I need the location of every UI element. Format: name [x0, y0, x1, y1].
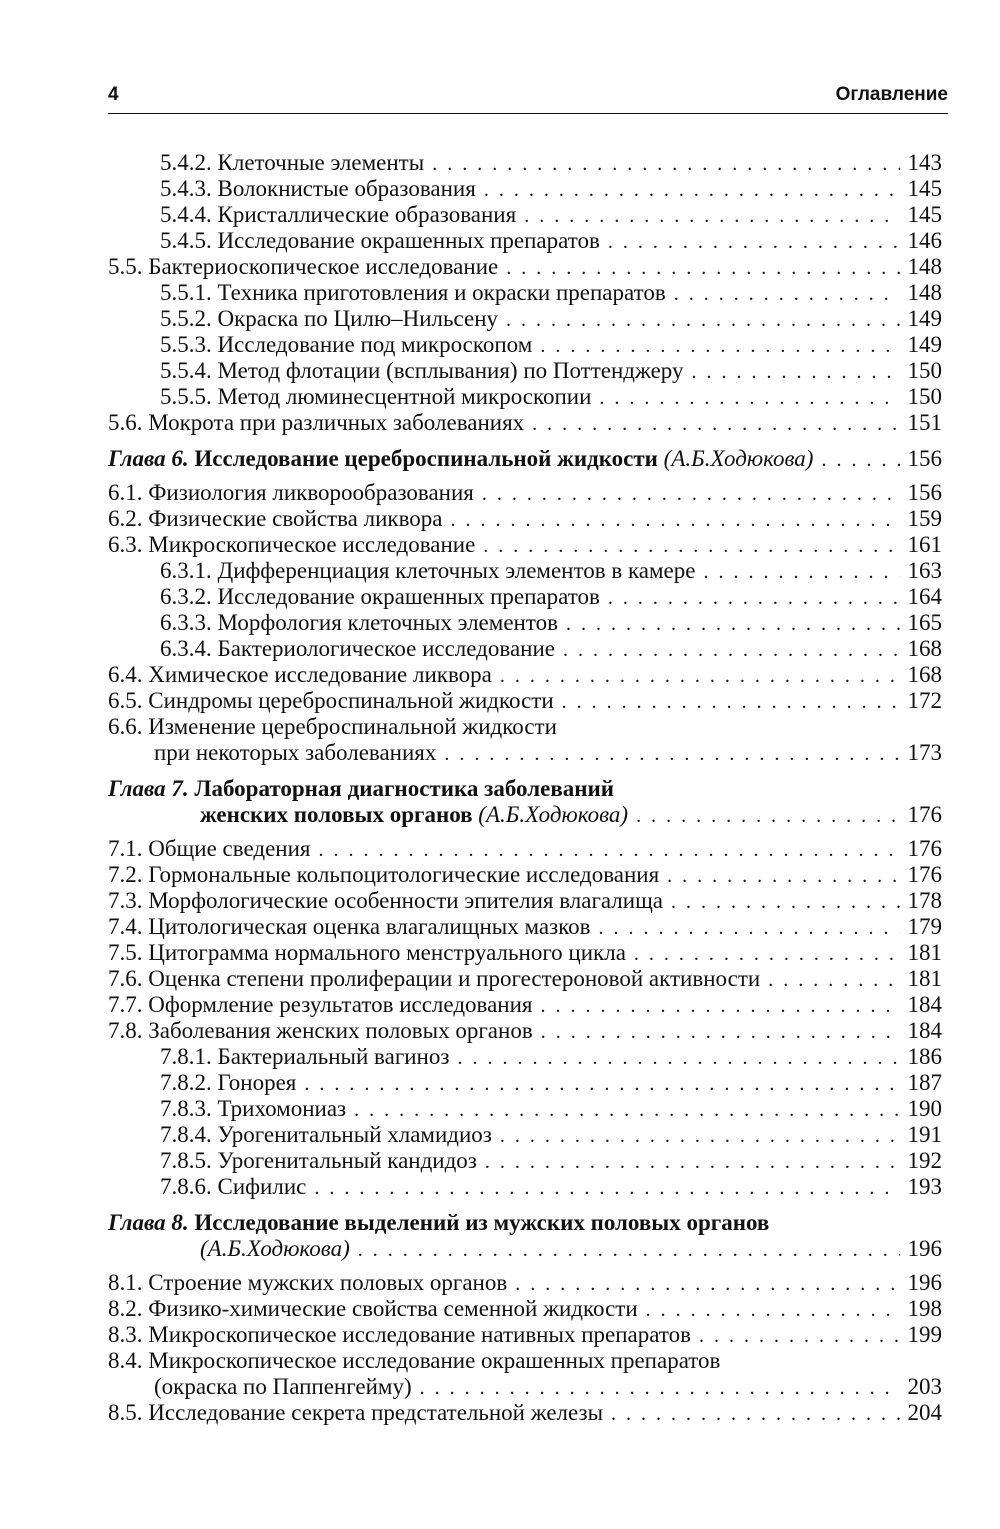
dot-leader	[608, 585, 900, 611]
entry-page: 179	[907, 914, 942, 939]
entry-page: 168	[907, 636, 942, 661]
dot-leader	[703, 559, 900, 585]
entry-number: 6.3.4.	[160, 636, 212, 661]
entry-number: 7.8.3.	[160, 1096, 212, 1121]
chapter-8-entries	[108, 1270, 942, 1348]
dot-leader	[611, 1401, 900, 1427]
entry-number: 8.1.	[108, 1270, 143, 1295]
dot-leader	[524, 203, 900, 229]
running-title: Оглавление	[835, 84, 948, 105]
dot-leader	[314, 1175, 900, 1201]
dot-leader	[608, 229, 900, 255]
dot-leader	[646, 1297, 900, 1323]
entry-title: Физико-химические свойства семенной жидкости	[148, 1296, 638, 1321]
dot-leader	[674, 281, 900, 307]
chapter-7-heading[interactable]	[108, 776, 942, 802]
dot-leader	[506, 307, 900, 333]
entry-page: 196	[907, 1270, 942, 1295]
entry-title: Бактериоскопическое исследование	[148, 254, 499, 279]
toc-entry[interactable]	[108, 862, 942, 888]
toc-entry[interactable]	[108, 306, 942, 332]
entry-title: Кристаллические образования	[217, 202, 517, 227]
entry-title: Окраска по Цилю–Нильсену	[217, 306, 499, 331]
chapter-label: Глава 8.	[108, 1210, 189, 1235]
dot-leader	[319, 837, 901, 863]
dot-leader	[599, 915, 900, 941]
dot-leader	[540, 333, 900, 359]
entry-number: 7.8.6.	[160, 1174, 212, 1199]
entry-number: 8.3.	[108, 1322, 143, 1347]
entry-page: 191	[907, 1122, 942, 1147]
toc-entry-8-4[interactable]	[108, 1348, 942, 1374]
toc-entry[interactable]	[108, 966, 942, 992]
running-head	[108, 84, 948, 112]
toc-entry[interactable]	[108, 480, 942, 506]
toc-entry[interactable]	[108, 254, 942, 280]
toc-entry[interactable]	[108, 662, 942, 688]
toc-entry[interactable]	[108, 1122, 942, 1148]
dot-leader	[562, 689, 900, 715]
entry-title: Дифференциация клеточных элементов в камере	[217, 558, 696, 583]
entry-title: Синдромы цереброспинальной жидкости	[148, 688, 554, 713]
dot-leader	[500, 1123, 900, 1149]
entry-page: 186	[907, 1044, 942, 1069]
dot-leader	[506, 255, 900, 281]
dot-leader	[482, 481, 900, 507]
entry-title: Заболевания женских половых органов	[148, 1018, 533, 1043]
dot-leader	[541, 1019, 900, 1045]
chapter-title: Исследование цереброспинальной жидкости	[194, 446, 658, 471]
chapter-7-heading-continuation[interactable]	[108, 802, 942, 828]
entry-number: 8.2.	[108, 1296, 143, 1321]
entry-number: 7.8.2.	[160, 1070, 212, 1095]
dot-leader	[540, 993, 900, 1019]
entry-number: 7.7.	[108, 992, 143, 1017]
toc-entry[interactable]	[108, 358, 942, 384]
entry-title: Трихомониаз	[217, 1096, 347, 1121]
entry-number: 5.4.5.	[160, 228, 212, 253]
entry-number: 8.4.	[108, 1348, 143, 1373]
entry-title: Сифилис	[217, 1174, 307, 1199]
toc-entry[interactable]	[108, 558, 942, 584]
entry-title: Волокнистые образования	[217, 176, 476, 201]
entry-title: Общие сведения	[148, 836, 311, 861]
chapter-page: 156	[907, 446, 942, 471]
entry-title: Строение мужских половых органов	[148, 1270, 508, 1295]
entry-number: 6.1.	[108, 480, 143, 505]
toc-entry-8-4-continuation[interactable]	[108, 1374, 942, 1400]
entry-page: 145	[907, 176, 942, 201]
toc-entry[interactable]	[108, 584, 942, 610]
entry-number: 7.1.	[108, 836, 143, 861]
dot-leader	[457, 1045, 900, 1071]
header-rule	[108, 113, 948, 114]
entry-number: 6.5.	[108, 688, 143, 713]
entry-title: Физические свойства ликвора	[148, 506, 443, 531]
entry-page: 148	[907, 280, 942, 305]
entry-title: Гормональные кольпоцитологические исследования	[148, 862, 660, 887]
entry-title: Исследование окрашенных препаратов	[217, 584, 600, 609]
entry-number: 6.4.	[108, 662, 143, 687]
entry-page: 151	[907, 410, 942, 435]
toc-entry[interactable]	[108, 888, 942, 914]
dot-leader	[667, 863, 900, 889]
chapter-page: 196	[907, 1236, 942, 1261]
entry-page: 172	[907, 688, 942, 713]
toc-entry[interactable]	[108, 332, 942, 358]
dot-leader	[599, 385, 900, 411]
toc-entry[interactable]	[108, 150, 942, 176]
entry-number: 6.3.2.	[160, 584, 212, 609]
dot-leader	[692, 359, 901, 385]
entry-page: 198	[907, 1296, 942, 1321]
chapter-author: (А.Б.Ходюкова)	[200, 1236, 350, 1261]
entry-page: 192	[907, 1148, 942, 1173]
entry-title: Клеточные элементы	[217, 150, 425, 175]
entry-number: 6.3.	[108, 532, 143, 557]
entry-number: 7.4.	[108, 914, 143, 939]
chapter-title-line1: Лабораторная диагностика заболеваний	[194, 776, 615, 801]
section-5-entries	[108, 150, 942, 436]
toc-entry[interactable]	[108, 202, 942, 228]
toc-entry[interactable]	[108, 228, 942, 254]
entry-number: 5.5.1.	[160, 280, 212, 305]
entry-page: 176	[907, 862, 942, 887]
toc-entry[interactable]	[108, 1044, 942, 1070]
toc-entry[interactable]	[108, 1148, 942, 1174]
toc-entry[interactable]	[108, 410, 942, 436]
dot-leader	[671, 889, 900, 915]
entry-title: Морфология клеточных элементов	[217, 610, 558, 635]
entry-title-line1: Микроскопическое исследование окрашенных препаратов	[148, 1348, 721, 1373]
entry-title: Исследование окрашенных препаратов	[217, 228, 600, 253]
dot-leader	[483, 533, 900, 559]
entry-number: 5.4.3.	[160, 176, 212, 201]
entry-number: 5.5.5.	[160, 384, 212, 409]
entry-page: 163	[907, 558, 942, 583]
toc-entry-6-6-continuation[interactable]	[108, 740, 942, 766]
entry-number: 7.8.4.	[160, 1122, 212, 1147]
entry-page: 176	[907, 836, 942, 861]
toc-entry[interactable]	[108, 610, 942, 636]
entry-number: 5.4.4.	[160, 202, 212, 227]
entry-page: 143	[907, 150, 942, 175]
toc-entry[interactable]	[108, 1270, 942, 1296]
entry-number: 6.3.1.	[160, 558, 212, 583]
entry-number: 5.5.2.	[160, 306, 212, 331]
entry-page: 181	[907, 966, 942, 991]
entry-title: Метод люминесцентной микроскопии	[217, 384, 592, 409]
entry-number: 5.5.	[108, 254, 143, 279]
entry-title: Микроскопическое исследование	[148, 532, 476, 557]
dot-leader	[636, 803, 900, 829]
entry-page: 168	[907, 662, 942, 687]
chapter-title-line2: женских половых органов	[200, 802, 473, 827]
entry-page: 164	[907, 584, 942, 609]
toc-entry[interactable]	[108, 688, 942, 714]
entry-page: 187	[907, 1070, 942, 1095]
chapter-page: 176	[907, 802, 942, 827]
dot-leader	[699, 1323, 900, 1349]
entry-page: 145	[907, 202, 942, 227]
entry-title-line1: Изменение цереброспинальной жидкости	[148, 714, 557, 739]
chapter-6-entries	[108, 480, 942, 714]
entry-page: 193	[907, 1174, 942, 1199]
entry-title: Физиология ликворообразования	[148, 480, 474, 505]
entry-page: 173	[907, 740, 942, 765]
dot-leader	[432, 151, 900, 177]
entry-page: 181	[907, 940, 942, 965]
toc-entry[interactable]	[108, 1096, 942, 1122]
entry-page: 199	[907, 1322, 942, 1347]
dot-leader	[420, 1375, 900, 1401]
dot-leader	[515, 1271, 900, 1297]
entry-title: Техника приготовления и окраски препаратов	[217, 280, 666, 305]
toc-entry[interactable]	[108, 532, 942, 558]
entry-page: 150	[907, 358, 942, 383]
dot-leader	[451, 507, 901, 533]
entry-number: 5.4.2.	[160, 150, 212, 175]
toc-entry[interactable]	[108, 836, 942, 862]
entry-title: Бактериальный вагиноз	[217, 1044, 450, 1069]
dot-leader	[566, 611, 900, 637]
dot-leader	[304, 1071, 900, 1097]
dot-leader	[500, 663, 900, 689]
entry-page: 204	[907, 1400, 942, 1425]
entry-page: 165	[907, 610, 942, 635]
dot-leader	[354, 1097, 900, 1123]
entry-page: 146	[907, 228, 942, 253]
toc-entry[interactable]	[108, 1296, 942, 1322]
chapter-8-heading-continuation[interactable]	[108, 1236, 942, 1262]
chapter-label: Глава 6.	[108, 446, 189, 471]
chapter-8-heading[interactable]	[108, 1210, 942, 1236]
entry-number: 8.5.	[108, 1400, 143, 1425]
dot-leader	[821, 447, 900, 473]
chapter-7-entries	[108, 836, 942, 1200]
entry-page: 203	[907, 1374, 942, 1399]
entry-title-line2: (окраска по Паппенгейму)	[154, 1374, 412, 1399]
entry-title: Гонорея	[217, 1070, 297, 1095]
entry-number: 6.2.	[108, 506, 143, 531]
dot-leader	[358, 1237, 900, 1263]
toc-entry[interactable]	[108, 1174, 942, 1200]
toc-entry[interactable]	[108, 384, 942, 410]
toc-entry[interactable]	[108, 940, 942, 966]
entry-title: Оценка степени пролиферации и прогестероновой активности	[148, 966, 761, 991]
entry-page: 148	[907, 254, 942, 279]
toc-entry-6-6[interactable]	[108, 714, 942, 740]
dot-leader	[634, 941, 900, 967]
dot-leader	[484, 177, 900, 203]
entry-number: 5.5.3.	[160, 332, 212, 357]
entry-page: 150	[907, 384, 942, 409]
page-number: 4	[108, 84, 119, 105]
entry-title: Метод флотации (всплывания) по Поттенджеру	[217, 358, 684, 383]
entry-page: 178	[907, 888, 942, 913]
toc-entry-8-5[interactable]	[108, 1400, 942, 1426]
entry-title-line2: при некоторых заболеваниях	[154, 740, 437, 765]
entry-title: Цитологическая оценка влагалищных мазков	[148, 914, 591, 939]
entry-page: 159	[907, 506, 942, 531]
chapter-author: (А.Б.Ходюкова)	[663, 446, 814, 471]
entry-title: Микроскопическое исследование нативных препаратов	[148, 1322, 691, 1347]
entry-title: Химическое исследование ликвора	[148, 662, 492, 687]
toc-entry[interactable]	[108, 1322, 942, 1348]
toc-entry[interactable]	[108, 1018, 942, 1044]
entry-number: 6.6.	[108, 714, 143, 739]
entry-title: Мокрота при различных заболеваниях	[148, 410, 525, 435]
entry-title: Урогенитальный хламидиоз	[217, 1122, 492, 1147]
entry-title: Исследование секрета предстательной железы	[148, 1400, 604, 1425]
entry-page: 156	[907, 480, 942, 505]
entry-title: Урогенитальный кандидоз	[217, 1148, 477, 1173]
dot-leader	[444, 741, 900, 767]
entry-title: Бактериологическое исследование	[217, 636, 555, 661]
entry-page: 184	[907, 1018, 942, 1043]
dot-leader	[532, 411, 900, 437]
entry-title: Оформление результатов исследования	[148, 992, 533, 1017]
entry-page: 184	[907, 992, 942, 1017]
chapter-author: (А.Б.Ходюкова)	[478, 802, 629, 827]
entry-title: Исследование под микроскопом	[217, 332, 533, 357]
entry-number: 7.6.	[108, 966, 143, 991]
entry-title: Морфологические особенности эпителия влагалища	[148, 888, 663, 913]
entry-number: 7.3.	[108, 888, 143, 913]
entry-page: 149	[907, 306, 942, 331]
toc-entry[interactable]	[108, 992, 942, 1018]
dot-leader	[485, 1149, 900, 1175]
table-of-contents	[108, 150, 942, 1426]
chapter-6-heading[interactable]	[108, 446, 942, 472]
toc-entry[interactable]	[108, 1070, 942, 1096]
entry-number: 7.8.1.	[160, 1044, 212, 1069]
entry-number: 7.2.	[108, 862, 143, 887]
entry-page: 190	[907, 1096, 942, 1121]
dot-leader	[563, 637, 900, 663]
chapter-label: Глава 7.	[108, 776, 189, 801]
chapter-title: Исследование выделений из мужских половых органов	[194, 1210, 770, 1235]
toc-entry[interactable]	[108, 636, 942, 662]
entry-number: 5.6.	[108, 410, 143, 435]
entry-page: 149	[907, 332, 942, 357]
toc-entry[interactable]	[108, 506, 942, 532]
toc-entry[interactable]	[108, 280, 942, 306]
toc-entry[interactable]	[108, 176, 942, 202]
toc-entry[interactable]	[108, 914, 942, 940]
entry-number: 7.8.	[108, 1018, 143, 1043]
entry-title: Цитограмма нормального менструального цикла	[148, 940, 626, 965]
entry-number: 7.8.5.	[160, 1148, 212, 1173]
entry-number: 7.5.	[108, 940, 143, 965]
entry-page: 161	[907, 532, 942, 557]
entry-number: 5.5.4.	[160, 358, 212, 383]
entry-number: 6.3.3.	[160, 610, 212, 635]
dot-leader	[768, 967, 900, 993]
